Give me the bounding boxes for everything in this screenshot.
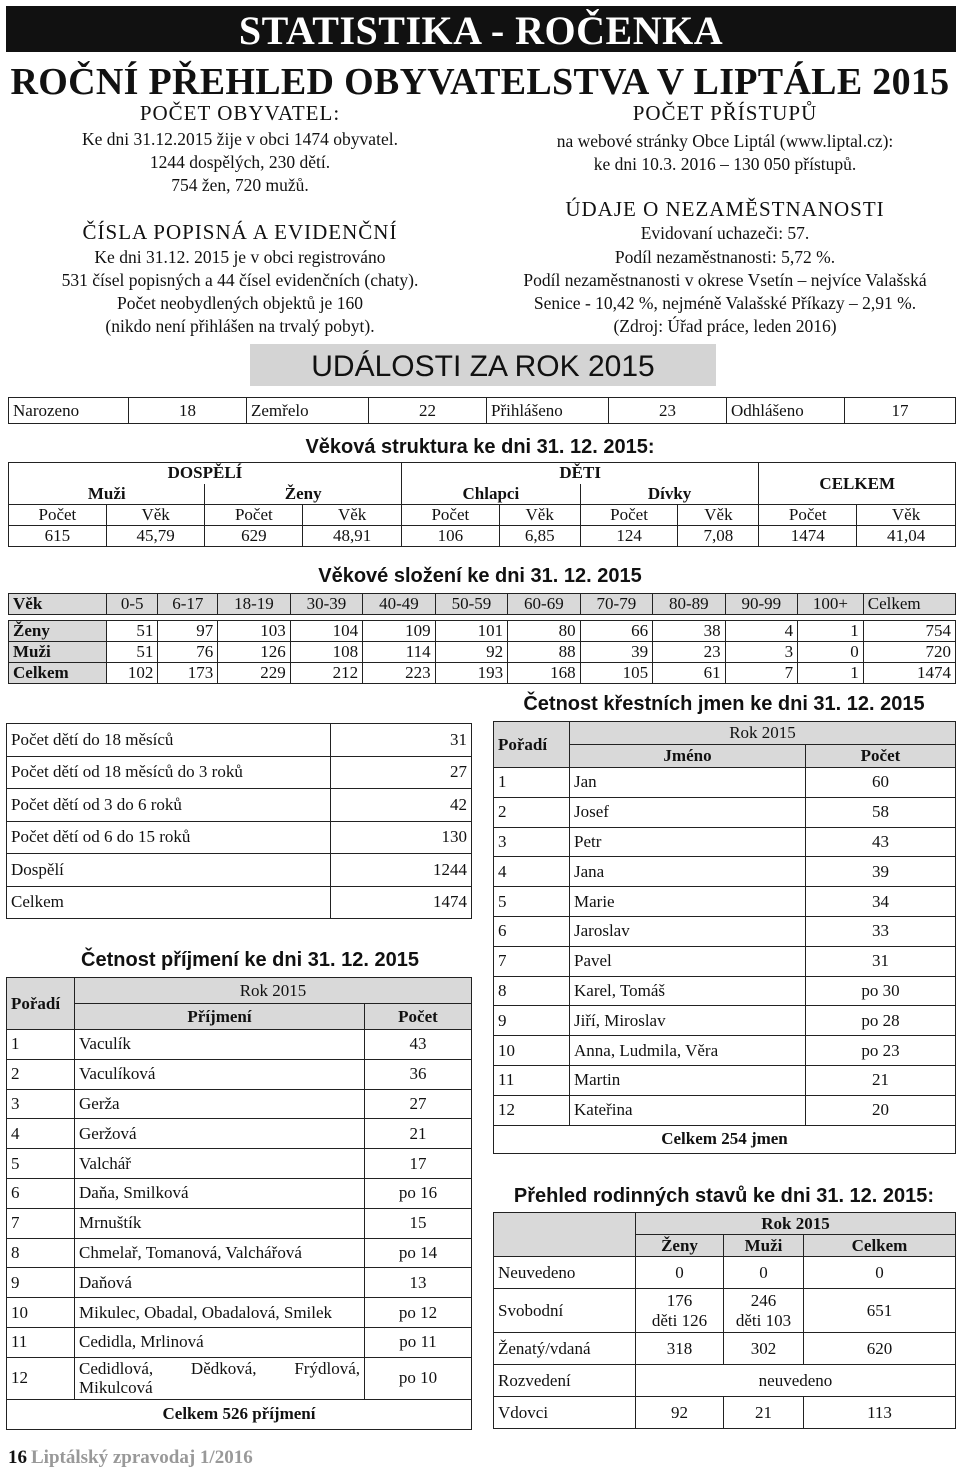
surname: Vaculík — [75, 1030, 365, 1060]
age-comp-cell: 114 — [363, 642, 435, 663]
age-comp-cell: 1 — [798, 621, 864, 642]
boys-header: Chlapci — [401, 484, 580, 505]
population-line: 1244 dospělých, 230 dětí. — [149, 152, 331, 172]
age-comp-header: 60-69 — [508, 594, 580, 615]
age-comp-header: 30-39 — [290, 594, 362, 615]
family-women: 0 — [636, 1257, 724, 1289]
age-comp-cell: 1 — [798, 663, 864, 684]
age-comp-header: 90-99 — [725, 594, 797, 615]
family-corner — [494, 1213, 636, 1257]
firstname: Pavel — [570, 946, 806, 976]
kids-label: Počet dětí od 18 měsíců do 3 roků — [7, 756, 331, 789]
rank: 2 — [494, 797, 570, 827]
count: 20 — [806, 1095, 956, 1125]
age-comp-cell: 173 — [158, 663, 218, 684]
kids-label: Počet dětí od 6 do 15 roků — [7, 821, 331, 854]
year-header: Rok 2015 — [75, 978, 472, 1004]
men-count: 246 — [750, 1290, 777, 1310]
rank: 9 — [494, 1006, 570, 1036]
rank: 1 — [494, 768, 570, 798]
age-comp-cell: 193 — [435, 663, 507, 684]
total-header: CELKEM — [759, 463, 956, 505]
surnames-total: Celkem 526 příjmení — [7, 1399, 472, 1429]
age-comp-cell: 108 — [290, 642, 362, 663]
age-comp-cell: 97 — [158, 621, 218, 642]
count: 13 — [365, 1268, 472, 1298]
page-number: 16 — [8, 1447, 27, 1468]
count: 36 — [365, 1059, 472, 1089]
age-header: Věk — [499, 505, 580, 526]
firstnames-total: Celkem 254 jmen — [494, 1125, 956, 1153]
count: 21 — [365, 1119, 472, 1149]
count-header: Počet — [205, 505, 303, 526]
age-comp-header: 40-49 — [363, 594, 435, 615]
count: 21 — [806, 1065, 956, 1095]
family-label: Vdovci — [494, 1397, 636, 1429]
family-title: Přehled rodinných stavů ke dni 31. 12. 2015: — [513, 1185, 935, 1207]
rank: 5 — [494, 887, 570, 917]
rank: 12 — [7, 1357, 75, 1399]
rank: 9 — [7, 1268, 75, 1298]
rank: 6 — [7, 1178, 75, 1208]
unemployment-line: Evidovaní uchazeči: 57. — [640, 223, 810, 243]
kids-value: 130 — [331, 821, 472, 854]
firstname: Jiří, Miroslav — [570, 1006, 806, 1036]
age-comp-cell: 720 — [863, 642, 955, 663]
family-total: 651 — [804, 1289, 956, 1333]
age-comp-cell: 38 — [653, 621, 725, 642]
age-struct-value: 124 — [580, 526, 678, 547]
family-label: Neuvedeno — [494, 1257, 636, 1289]
age-structure-title: Věková struktura ke dni 31. 12. 2015: — [305, 436, 655, 458]
count: po 28 — [806, 1006, 956, 1036]
year-header: Rok 2015 — [636, 1213, 956, 1235]
population-line: Ke dni 31.12.2015 žije v obci 1474 obyvatel. — [82, 129, 398, 149]
house-numbers-head: ČÍSLA POPISNÁ A EVIDENČNÍ — [82, 220, 398, 244]
firstname: Jana — [570, 857, 806, 887]
unemployment-line: Senice - 10,42 %, nejméně Valašské Příkazy – 2,91 %. — [533, 293, 917, 313]
surname: Mrnuštík — [75, 1208, 365, 1238]
rank: 3 — [494, 827, 570, 857]
family-men: 21 — [724, 1397, 804, 1429]
count: 31 — [806, 946, 956, 976]
event-value: 23 — [609, 398, 727, 424]
name-header: Příjmení — [75, 1004, 365, 1030]
firstname: Kateřina — [570, 1095, 806, 1125]
age-comp-cell: 51 — [107, 642, 158, 663]
family-women: 92 — [636, 1397, 724, 1429]
age-comp-cell: 7 — [725, 663, 797, 684]
kids-label: Počet dětí od 3 do 6 roků — [7, 789, 331, 822]
age-composition-title: Věkové složení ke dni 31. 12. 2015 — [318, 565, 642, 587]
family-total: 113 — [804, 1397, 956, 1429]
footer — [8, 1447, 253, 1469]
family-men — [724, 1289, 804, 1333]
age-comp-cell: 4 — [725, 621, 797, 642]
age-comp-header: 0-5 — [107, 594, 158, 615]
age-struct-value: 41,04 — [857, 526, 956, 547]
firstname: Jaroslav — [570, 916, 806, 946]
kids-table — [6, 723, 472, 919]
event-label: Narozeno — [9, 398, 129, 424]
event-label: Přihlášeno — [487, 398, 609, 424]
age-comp-cell: 1474 — [863, 663, 955, 684]
rank: 7 — [494, 946, 570, 976]
kids-label: Dospělí — [7, 854, 331, 887]
count: po 30 — [806, 976, 956, 1006]
surname: Cedidlová, Dědková, Frýdlová, Mikulcová — [75, 1357, 365, 1399]
children-header: DĚTI — [401, 463, 758, 484]
rank: 4 — [494, 857, 570, 887]
age-struct-value: 106 — [401, 526, 499, 547]
age-structure-table — [8, 462, 956, 547]
age-comp-header: 6-17 — [158, 594, 218, 615]
surname: Geržová — [75, 1119, 365, 1149]
event-value: 22 — [369, 398, 487, 424]
family-women: 318 — [636, 1333, 724, 1365]
men-header: Muži — [9, 484, 205, 505]
age-comp-cell: 23 — [653, 642, 725, 663]
firstname: Anna, Ludmila, Věra — [570, 1036, 806, 1066]
age-comp-cell: 126 — [218, 642, 290, 663]
rank: 8 — [494, 976, 570, 1006]
event-value: 18 — [129, 398, 247, 424]
rank: 8 — [7, 1238, 75, 1268]
name-header: Jméno — [570, 745, 806, 768]
rank: 10 — [494, 1036, 570, 1066]
girls-header: Dívky — [580, 484, 759, 505]
firstname: Jan — [570, 768, 806, 798]
age-comp-cell: 61 — [653, 663, 725, 684]
rank: 1 — [7, 1030, 75, 1060]
count: po 23 — [806, 1036, 956, 1066]
age-struct-value: 7,08 — [678, 526, 759, 547]
surname: Daňová — [75, 1268, 365, 1298]
count: po 14 — [365, 1238, 472, 1268]
family-women — [636, 1289, 724, 1333]
age-comp-cell: 51 — [107, 621, 158, 642]
age-comp-header: Celkem — [863, 594, 955, 615]
age-comp-header: 70-79 — [580, 594, 652, 615]
age-header: Věk — [857, 505, 956, 526]
rank: 12 — [494, 1095, 570, 1125]
age-comp-header: 50-59 — [435, 594, 507, 615]
surname: Gerža — [75, 1089, 365, 1119]
year-header: Rok 2015 — [570, 722, 956, 745]
surnames-table — [6, 977, 472, 1430]
population-line: 754 žen, 720 mužů. — [171, 175, 309, 195]
firstname: Karel, Tomáš — [570, 976, 806, 1006]
age-comp-header: 80-89 — [653, 594, 725, 615]
count: 17 — [365, 1149, 472, 1179]
age-comp-header: Věk — [9, 594, 107, 615]
age-comp-cell: 39 — [580, 642, 652, 663]
count-header: Počet — [365, 1004, 472, 1030]
women-kids: děti 126 — [651, 1310, 708, 1330]
rank: 2 — [7, 1059, 75, 1089]
surname: Vaculíková — [75, 1059, 365, 1089]
age-composition-table — [8, 593, 956, 684]
order-header: Pořadí — [7, 978, 75, 1030]
firstname: Josef — [570, 797, 806, 827]
age-comp-cell: 229 — [218, 663, 290, 684]
rank: 5 — [7, 1149, 75, 1179]
count-header: Počet — [806, 745, 956, 768]
count-header: Počet — [9, 505, 107, 526]
age-comp-cell: 76 — [158, 642, 218, 663]
surnames-title: Četnost příjmení ke dni 31. 12. 2015 — [81, 949, 419, 971]
banner: STATISTIKA - ROČENKA — [6, 6, 956, 52]
firstnames-title: Četnost křestních jmen ke dni 31. 12. 2015 — [523, 693, 925, 715]
kids-value: 31 — [331, 724, 472, 757]
age-comp-row-label: Celkem — [9, 663, 107, 684]
publication-name: Liptálský zpravodaj 1/2016 — [31, 1447, 253, 1468]
women-header: Ženy — [205, 484, 401, 505]
age-comp-cell: 105 — [580, 663, 652, 684]
age-comp-cell: 101 — [435, 621, 507, 642]
count: 43 — [365, 1030, 472, 1060]
family-label: Ženatý/vdaná — [494, 1333, 636, 1365]
unemployment-line: (Zdroj: Úřad práce, leden 2016) — [613, 316, 837, 336]
kids-label: Celkem — [7, 886, 331, 919]
order-header: Pořadí — [494, 722, 570, 768]
age-struct-value: 629 — [205, 526, 303, 547]
events-table — [8, 397, 956, 424]
page-title: ROČNÍ PŘEHLED OBYVATELSTVA V LIPTÁLE 2015 — [10, 61, 950, 103]
count: 33 — [806, 916, 956, 946]
family-label: Rozvedení — [494, 1365, 636, 1397]
surname: Daňa, Smilková — [75, 1178, 365, 1208]
kids-value: 27 — [331, 756, 472, 789]
count: 34 — [806, 887, 956, 917]
family-total: 620 — [804, 1333, 956, 1365]
house-numbers-line: Počet neobydlených objektů je 160 — [117, 293, 363, 313]
count-header: Počet — [401, 505, 499, 526]
rank: 11 — [7, 1327, 75, 1357]
age-comp-cell: 754 — [863, 621, 955, 642]
kids-value: 1474 — [331, 886, 472, 919]
count: 43 — [806, 827, 956, 857]
surname: Valchář — [75, 1149, 365, 1179]
visits-line: na webové stránky Obce Liptál (www.liptal.cz): — [556, 131, 894, 151]
family-men: 302 — [724, 1333, 804, 1365]
men-kids: děti 103 — [735, 1310, 792, 1330]
house-numbers-line: Ke dni 31.12. 2015 je v obci registrováno — [94, 247, 386, 267]
unemployment-line: Podíl nezaměstnanosti v okrese Vsetín – nejvíce Valašská — [523, 270, 927, 290]
family-men: 0 — [724, 1257, 804, 1289]
kids-label: Počet dětí do 18 měsíců — [7, 724, 331, 757]
events-title: UDÁLOSTI ZA ROK 2015 — [250, 344, 716, 386]
age-comp-cell: 109 — [363, 621, 435, 642]
family-value: neuvedeno — [636, 1365, 956, 1397]
rank: 4 — [7, 1119, 75, 1149]
age-comp-row-label: Ženy — [9, 621, 107, 642]
visits-line: ke dni 10.3. 2016 – 130 050 přístupů. — [593, 154, 857, 174]
age-struct-value: 6,85 — [499, 526, 580, 547]
population-head: POČET OBYVATEL: — [139, 101, 341, 125]
age-comp-cell: 88 — [508, 642, 580, 663]
house-numbers-line: 531 čísel popisných a 44 čísel evidenčních (chaty). — [61, 270, 419, 290]
surname: Chmelař, Tomanová, Valchářová — [75, 1238, 365, 1268]
family-label: Svobodní — [494, 1289, 636, 1333]
count: po 10 — [365, 1357, 472, 1399]
rank: 6 — [494, 916, 570, 946]
age-comp-cell: 103 — [218, 621, 290, 642]
age-header: Věk — [106, 505, 205, 526]
visits-head: POČET PŘÍSTUPŮ — [632, 101, 818, 125]
age-struct-value: 45,79 — [106, 526, 205, 547]
firstname: Martin — [570, 1065, 806, 1095]
count: po 12 — [365, 1298, 472, 1328]
adults-header: DOSPĚLÍ — [9, 463, 402, 484]
age-comp-cell: 66 — [580, 621, 652, 642]
women-count: 176 — [666, 1290, 693, 1310]
count: po 11 — [365, 1327, 472, 1357]
age-comp-cell: 212 — [290, 663, 362, 684]
count: 39 — [806, 857, 956, 887]
unemployment-head: ÚDAJE O NEZAMĚSTNANOSTI — [565, 197, 885, 221]
age-comp-cell: 168 — [508, 663, 580, 684]
count: po 16 — [365, 1178, 472, 1208]
rank: 10 — [7, 1298, 75, 1328]
event-value: 17 — [845, 398, 956, 424]
age-comp-cell: 3 — [725, 642, 797, 663]
event-label: Odhlášeno — [727, 398, 845, 424]
age-comp-cell: 223 — [363, 663, 435, 684]
age-struct-value: 615 — [9, 526, 107, 547]
rank: 3 — [7, 1089, 75, 1119]
age-header: Věk — [303, 505, 402, 526]
firstnames-table — [493, 721, 956, 1154]
age-comp-cell: 104 — [290, 621, 362, 642]
rank: 11 — [494, 1065, 570, 1095]
count-header: Počet — [759, 505, 857, 526]
age-comp-cell: 92 — [435, 642, 507, 663]
total-header: Celkem — [804, 1235, 956, 1257]
surname: Cedidla, Mrlinová — [75, 1327, 365, 1357]
age-comp-cell: 80 — [508, 621, 580, 642]
age-comp-header: 100+ — [798, 594, 864, 615]
surname: Mikulec, Obadal, Obadalová, Smilek — [75, 1298, 365, 1328]
age-comp-cell: 102 — [107, 663, 158, 684]
women-header: Ženy — [636, 1235, 724, 1257]
age-comp-cell: 0 — [798, 642, 864, 663]
age-struct-value: 48,91 — [303, 526, 402, 547]
count: 15 — [365, 1208, 472, 1238]
event-label: Zemřelo — [247, 398, 369, 424]
family-table — [493, 1212, 956, 1429]
age-header: Věk — [678, 505, 759, 526]
kids-value: 42 — [331, 789, 472, 822]
age-comp-header: 18-19 — [218, 594, 290, 615]
age-comp-row-label: Muži — [9, 642, 107, 663]
count: 27 — [365, 1089, 472, 1119]
firstname: Petr — [570, 827, 806, 857]
men-header: Muži — [724, 1235, 804, 1257]
house-numbers-line: (nikdo není přihlášen na trvalý pobyt). — [105, 316, 375, 336]
firstname: Marie — [570, 887, 806, 917]
kids-value: 1244 — [331, 854, 472, 887]
age-struct-value: 1474 — [759, 526, 857, 547]
count: 58 — [806, 797, 956, 827]
rank: 7 — [7, 1208, 75, 1238]
count-header: Počet — [580, 505, 678, 526]
count: 60 — [806, 768, 956, 798]
unemployment-line: Podíl nezaměstnanosti: 5,72 %. — [614, 247, 836, 267]
family-total: 0 — [804, 1257, 956, 1289]
